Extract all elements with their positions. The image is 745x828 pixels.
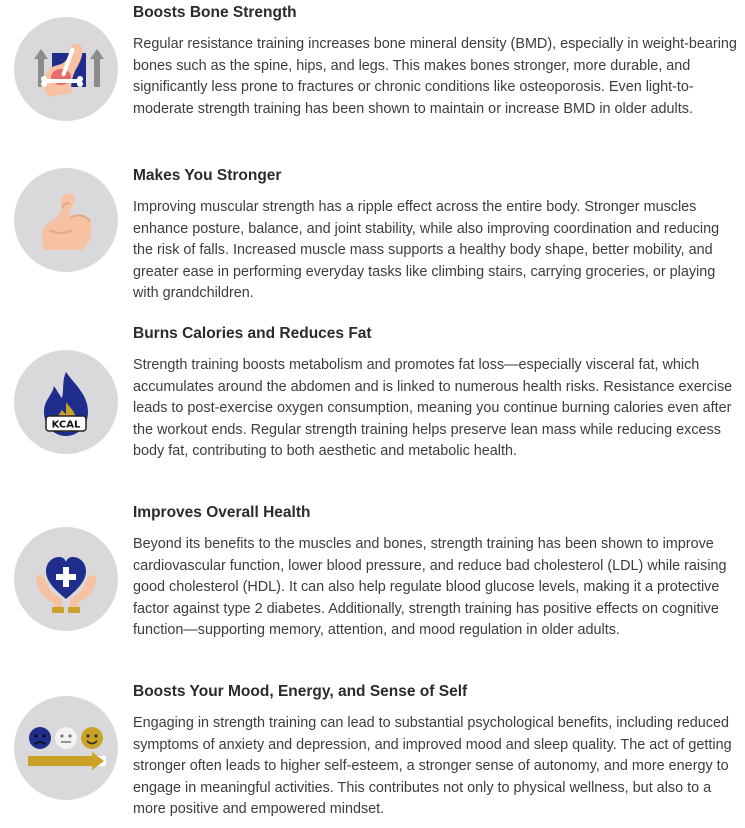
benefit-title: Boosts Bone Strength bbox=[133, 4, 297, 21]
heart-in-hands-icon bbox=[14, 527, 118, 631]
mood-scale-icon bbox=[14, 696, 118, 800]
bone-strength-icon bbox=[14, 17, 118, 121]
benefit-title: Burns Calories and Reduces Fat bbox=[133, 325, 372, 342]
kcal-flame-icon bbox=[14, 350, 118, 454]
kcal-label: KCAL bbox=[51, 419, 81, 431]
benefit-description: Beyond its benefits to the muscles and bones, strength training has been shown to improve cardiovascular function, lower blood pressure, and reduce bad cholesterol (LDL) while raising good cholesterol (HDL). It can also help regulate blood glucose levels, making it a protective factor against type 2 diabetes. Additionally, strength training has positive effects on cognitive function—supporting memory, attention, and mood regulation in older adults. bbox=[133, 536, 727, 639]
benefit-description: Engaging in strength training can lead to substantial psychological benefits, including reduced symptoms of anxiety and depression, and improved mood and sleep quality. The act of getting stronger often leads to higher self-esteem, a stronger sense of autonomy, and more energy to engage in meaningful activities. This contributes not only to physical wellness, but also to a more positive and empowered mindset. bbox=[133, 715, 732, 818]
benefit-title: Makes You Stronger bbox=[133, 167, 282, 184]
benefit-title: Improves Overall Health bbox=[133, 504, 311, 521]
benefit-description: Strength training boosts metabolism and promotes fat loss—especially visceral fat, which accumulates around the abdomen and is linked to numerous health risks. Resistance exercise leads to post-exercise oxygen consumption, meaning you continue burning calories even after the workout ends. Regular strength training helps preserve lean mass while reducing excess body fat, contributing to both aesthetic and metabolic health. bbox=[133, 357, 733, 460]
benefit-description: Regular resistance training increases bone mineral density (BMD), especially in weight-bearing bones such as the spine, hips, and legs. This makes bones stronger, more durable, and significantly less prone to fractures or chronic conditions like osteoporosis. Even light-to-moderate strength training has been shown to maintain or increase BMD in older adults. bbox=[133, 36, 737, 117]
benefit-description: Improving muscular strength has a ripple effect across the entire body. Stronger muscles enhance posture, balance, and joint stability, while also improving coordination and reducing the risk of falls. Increased muscle mass supports a healthy body shape, better mobility, and greater ease in performing everyday tasks like climbing stairs, carrying groceries, or playing with grandchildren. bbox=[133, 199, 720, 302]
benefit-title: Boosts Your Mood, Energy, and Sense of Self bbox=[133, 683, 468, 700]
flexed-arm-icon bbox=[14, 168, 118, 272]
